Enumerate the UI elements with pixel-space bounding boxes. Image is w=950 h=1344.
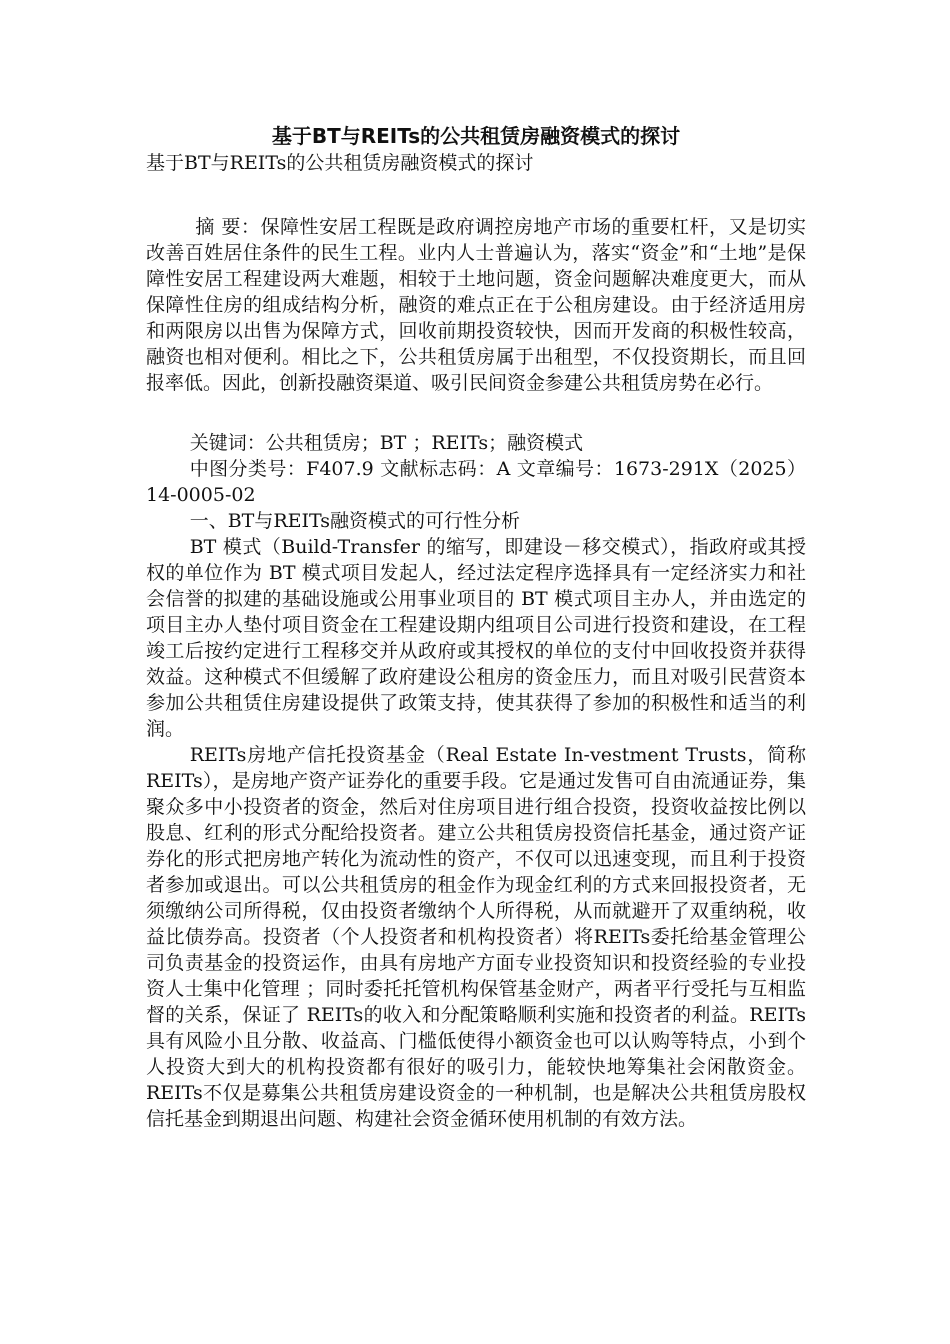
document-subtitle: 基于BT与REITs的公共租赁房融资模式的探讨 (146, 152, 534, 174)
reits-paragraph: REITs房地产信托投资基金（Real Estate In-vestment Trusts，简称REITs），是房地产资产证券化的重要手段。它是通过发售可自由流通证券，集聚众多中小投资者的资金，然后对住房项目进行组合投资，投资收益按比例以股息、红利的形式分配给投资者。建立公共租赁房投资信托基金，通过资产证券化的形式把房地产转化为流动性的资产，不仅可以迅速变现，而且利于投资者参加或退出。可以公共租赁房的租金作为现金红利的方式来回报投资者，无须缴纳公司所得税，仅由投资者缴纳个人所得税，从而就避开了双重纳税，收益比债券高。投资者（个人投资者和机构投资者）将REITs委托给基金管理公司负责基金的投资运作，由具有房地产方面专业投资知识和投资经验的专业投资人士集中化管理 ；同时委托托管机构保管基金财产，两者平行受托与互相监督的关系，保证了 REITs的收入和分配策略顺利实施和投资者的利益。REITs具有风险小且分散、收益高、门槛低使得小额资金也可以认购等特点，小到个人投资大到大的机构投资都有很好的吸引力，能较快地筹集社会闲散资金。REITs不仅是募集公共租赁房建设资金的一种机制，也是解决公共租赁房股权信托基金到期退出问题、构建社会资金循环使用机制的有效方法。 (146, 744, 806, 1130)
bt-paragraph: BT 模式（Build-Transfer 的缩写，即建设－移交模式），指政府或其授权的单位作为 BT 模式项目发起人，经过法定程序选择具有一定经济实力和社会信誉的拟建的基础设施或公用事业项目的 BT 模式项目主办人，并由选定的项目主办人垫付项目资金在工程建设期内组项目公司进行投资和建设，在工程竣工后按约定进行工程移交并从政府或其授权的单位的支付中回收投资并获得效益。这种模式不但缓解了政府建设公租房的资金压力，而且对吸引民营资本参加公共租赁住房建设提供了政策支持，使其获得了参加的积极性和适当的利润。 (146, 536, 806, 740)
document-title: 基于BT与REITs的公共租赁房融资模式的探讨 (271, 124, 681, 148)
abstract-paragraph: 摘 要：保障性安居工程既是政府调控房地产市场的重要杠杆，又是切实改善百姓居住条件的民生工程。业内人士普遍认为，落实“资金”和“土地”是保障性安居工程建设两大难题，相较于土地问题，资金问题解决难度更大，而从保障性住房的组成结构分析，融资的难点正在于公租房建设。由于经济适用房和两限房以出售为保障方式，回收前期投资较快，因而开发商的积极性较高，融资也相对便利。相比之下，公共租赁房属于出租型，不仅投资期长，而且回报率低。因此，创新投融资渠道、吸引民间资金参建公共租赁房势在必行。 (146, 216, 806, 394)
document-page (146, 122, 806, 1132)
classification-line: 中图分类号：F407.9 文献标志码：A 文章编号：1673-291X（2025）14-0005-02 (146, 458, 806, 506)
keywords-line: 关键词：公共租赁房；BT ；REITs；融资模式 (189, 432, 584, 454)
section-heading: 一、BT与REITs融资模式的可行性分析 (189, 510, 521, 532)
